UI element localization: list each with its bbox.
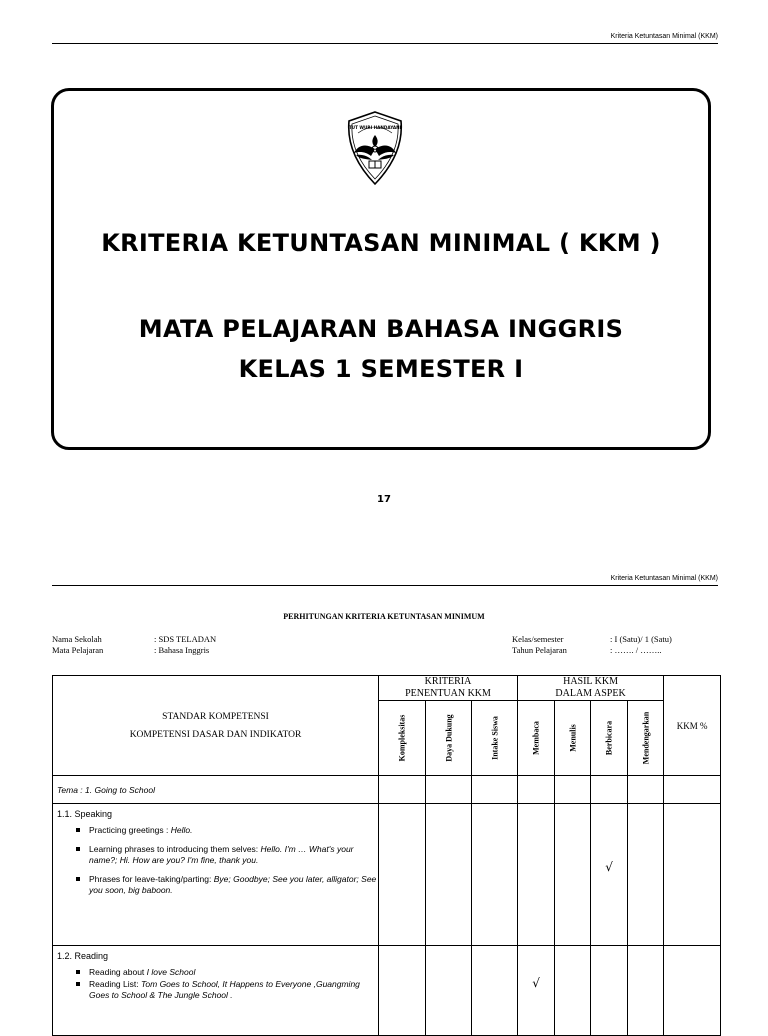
col-intake <box>472 701 518 776</box>
table-row <box>53 776 721 804</box>
page-number: 17 <box>377 494 391 505</box>
class-semester-label: Kelas/semester <box>512 634 564 644</box>
document-title: PERHITUNGAN KRITERIA KETUNTASAN MINIMUM <box>283 612 485 621</box>
col-speaking <box>591 701 628 776</box>
indicator-text: Phrases for leave-taking/parting: <box>89 874 214 884</box>
criteria-group-header <box>379 676 518 701</box>
col-speaking-label: Berbicara <box>604 720 614 756</box>
subject-label: Mata Pelajaran <box>52 645 104 655</box>
reading-indicators <box>53 967 378 1001</box>
speaking-section-title: 1.1. Speaking <box>57 809 113 819</box>
indicator-example: Bye; Goodbye; See you later, alligator; See you soon, big baboon. <box>89 874 377 895</box>
theme-cell: Tema : 1. Going to School <box>53 776 379 804</box>
list-item <box>89 979 378 1001</box>
aspect-group-header <box>518 676 664 701</box>
reading-section-title: 1.2. Reading <box>57 951 109 961</box>
school-name-value: : SDS TELADAN <box>154 634 217 644</box>
list-item <box>89 967 378 978</box>
indicator-example: Tom Goes to School, It Happens to Everyone ,Guangming Goes to School & The Jungle School . <box>89 979 360 1000</box>
indicator-example: Hello. I'm … What's your name?; Hi. How are you? I'm fine, thank you. <box>89 844 354 865</box>
speaking-indicators <box>53 825 378 896</box>
criteria-group-line-1: KRITERIA <box>424 676 472 687</box>
cover-subject-line: MATA PELAJARAN BAHASA INGGRIS <box>138 315 624 343</box>
list-item <box>89 844 378 866</box>
academic-year-label: Tahun Pelajaran <box>512 645 567 655</box>
class-info <box>512 634 712 658</box>
aspect-group-line-2: DALAM ASPEK <box>555 688 626 699</box>
indicator-text: Learning phrases to introducing them selves: <box>89 844 261 854</box>
indicator-text: Practicing greetings : <box>89 825 171 835</box>
kkm-table <box>52 675 721 1036</box>
cover-frame <box>51 88 711 450</box>
kkm-percent-header: KKM % <box>664 676 721 776</box>
running-header: Kriteria Ketuntasan Minimal (KKM) <box>52 33 718 44</box>
indicator-example: I love School <box>146 967 196 977</box>
speaking-check-mark: √ <box>591 804 628 946</box>
academic-year-value: : ……. / …….. <box>610 645 662 655</box>
running-header-page-2: Kriteria Ketuntasan Minimal (KKM) <box>52 575 718 586</box>
col-complexity <box>379 701 426 776</box>
indicator-example: Hello. <box>170 825 193 835</box>
col-writing <box>555 701 591 776</box>
col-complexity-label: Kompleksitas <box>397 714 407 762</box>
reading-section <box>53 946 379 1036</box>
indicator-text: Reading List: <box>89 979 141 989</box>
list-item <box>89 874 378 896</box>
col-support <box>426 701 472 776</box>
col-reading-label: Membaca <box>531 721 541 755</box>
standard-competency-header: STANDAR KOMPETENSI <box>162 711 269 722</box>
subject-value: : Bahasa Inggris <box>154 645 210 655</box>
class-semester-value: : I (Satu)/ 1 (Satu) <box>610 634 672 644</box>
list-item <box>89 825 378 836</box>
col-listening-label: Mendengarkan <box>641 711 651 765</box>
tut-wuri-handayani-emblem-icon <box>344 109 406 187</box>
col-writing-label: Menulis <box>568 724 578 752</box>
col-listening <box>628 701 664 776</box>
table-row <box>53 804 721 946</box>
basic-competency-header: KOMPETENSI DASAR DAN INDIKATOR <box>129 729 302 740</box>
svg-text:TUT WURI HANDAYANI: TUT WURI HANDAYANI <box>348 125 402 130</box>
col-reading <box>518 701 555 776</box>
aspect-group-line-1: HASIL KKM <box>563 676 619 687</box>
table-row <box>53 946 721 1036</box>
competency-header <box>53 676 379 776</box>
col-intake-label: Intake Siswa <box>490 716 500 760</box>
criteria-group-line-2: PENENTUAN KKM <box>405 688 491 699</box>
cover-class-line: KELAS 1 SEMESTER I <box>238 355 524 383</box>
col-support-label: Daya Dukung <box>444 714 453 762</box>
speaking-section <box>53 804 379 946</box>
school-name-label: Nama Sekolah <box>52 634 102 644</box>
reading-check-mark: √ <box>518 946 555 1036</box>
indicator-text: Reading about <box>89 967 147 977</box>
school-info <box>52 634 292 658</box>
cover-title: KRITERIA KETUNTASAN MINIMAL ( KKM ) <box>101 229 661 257</box>
